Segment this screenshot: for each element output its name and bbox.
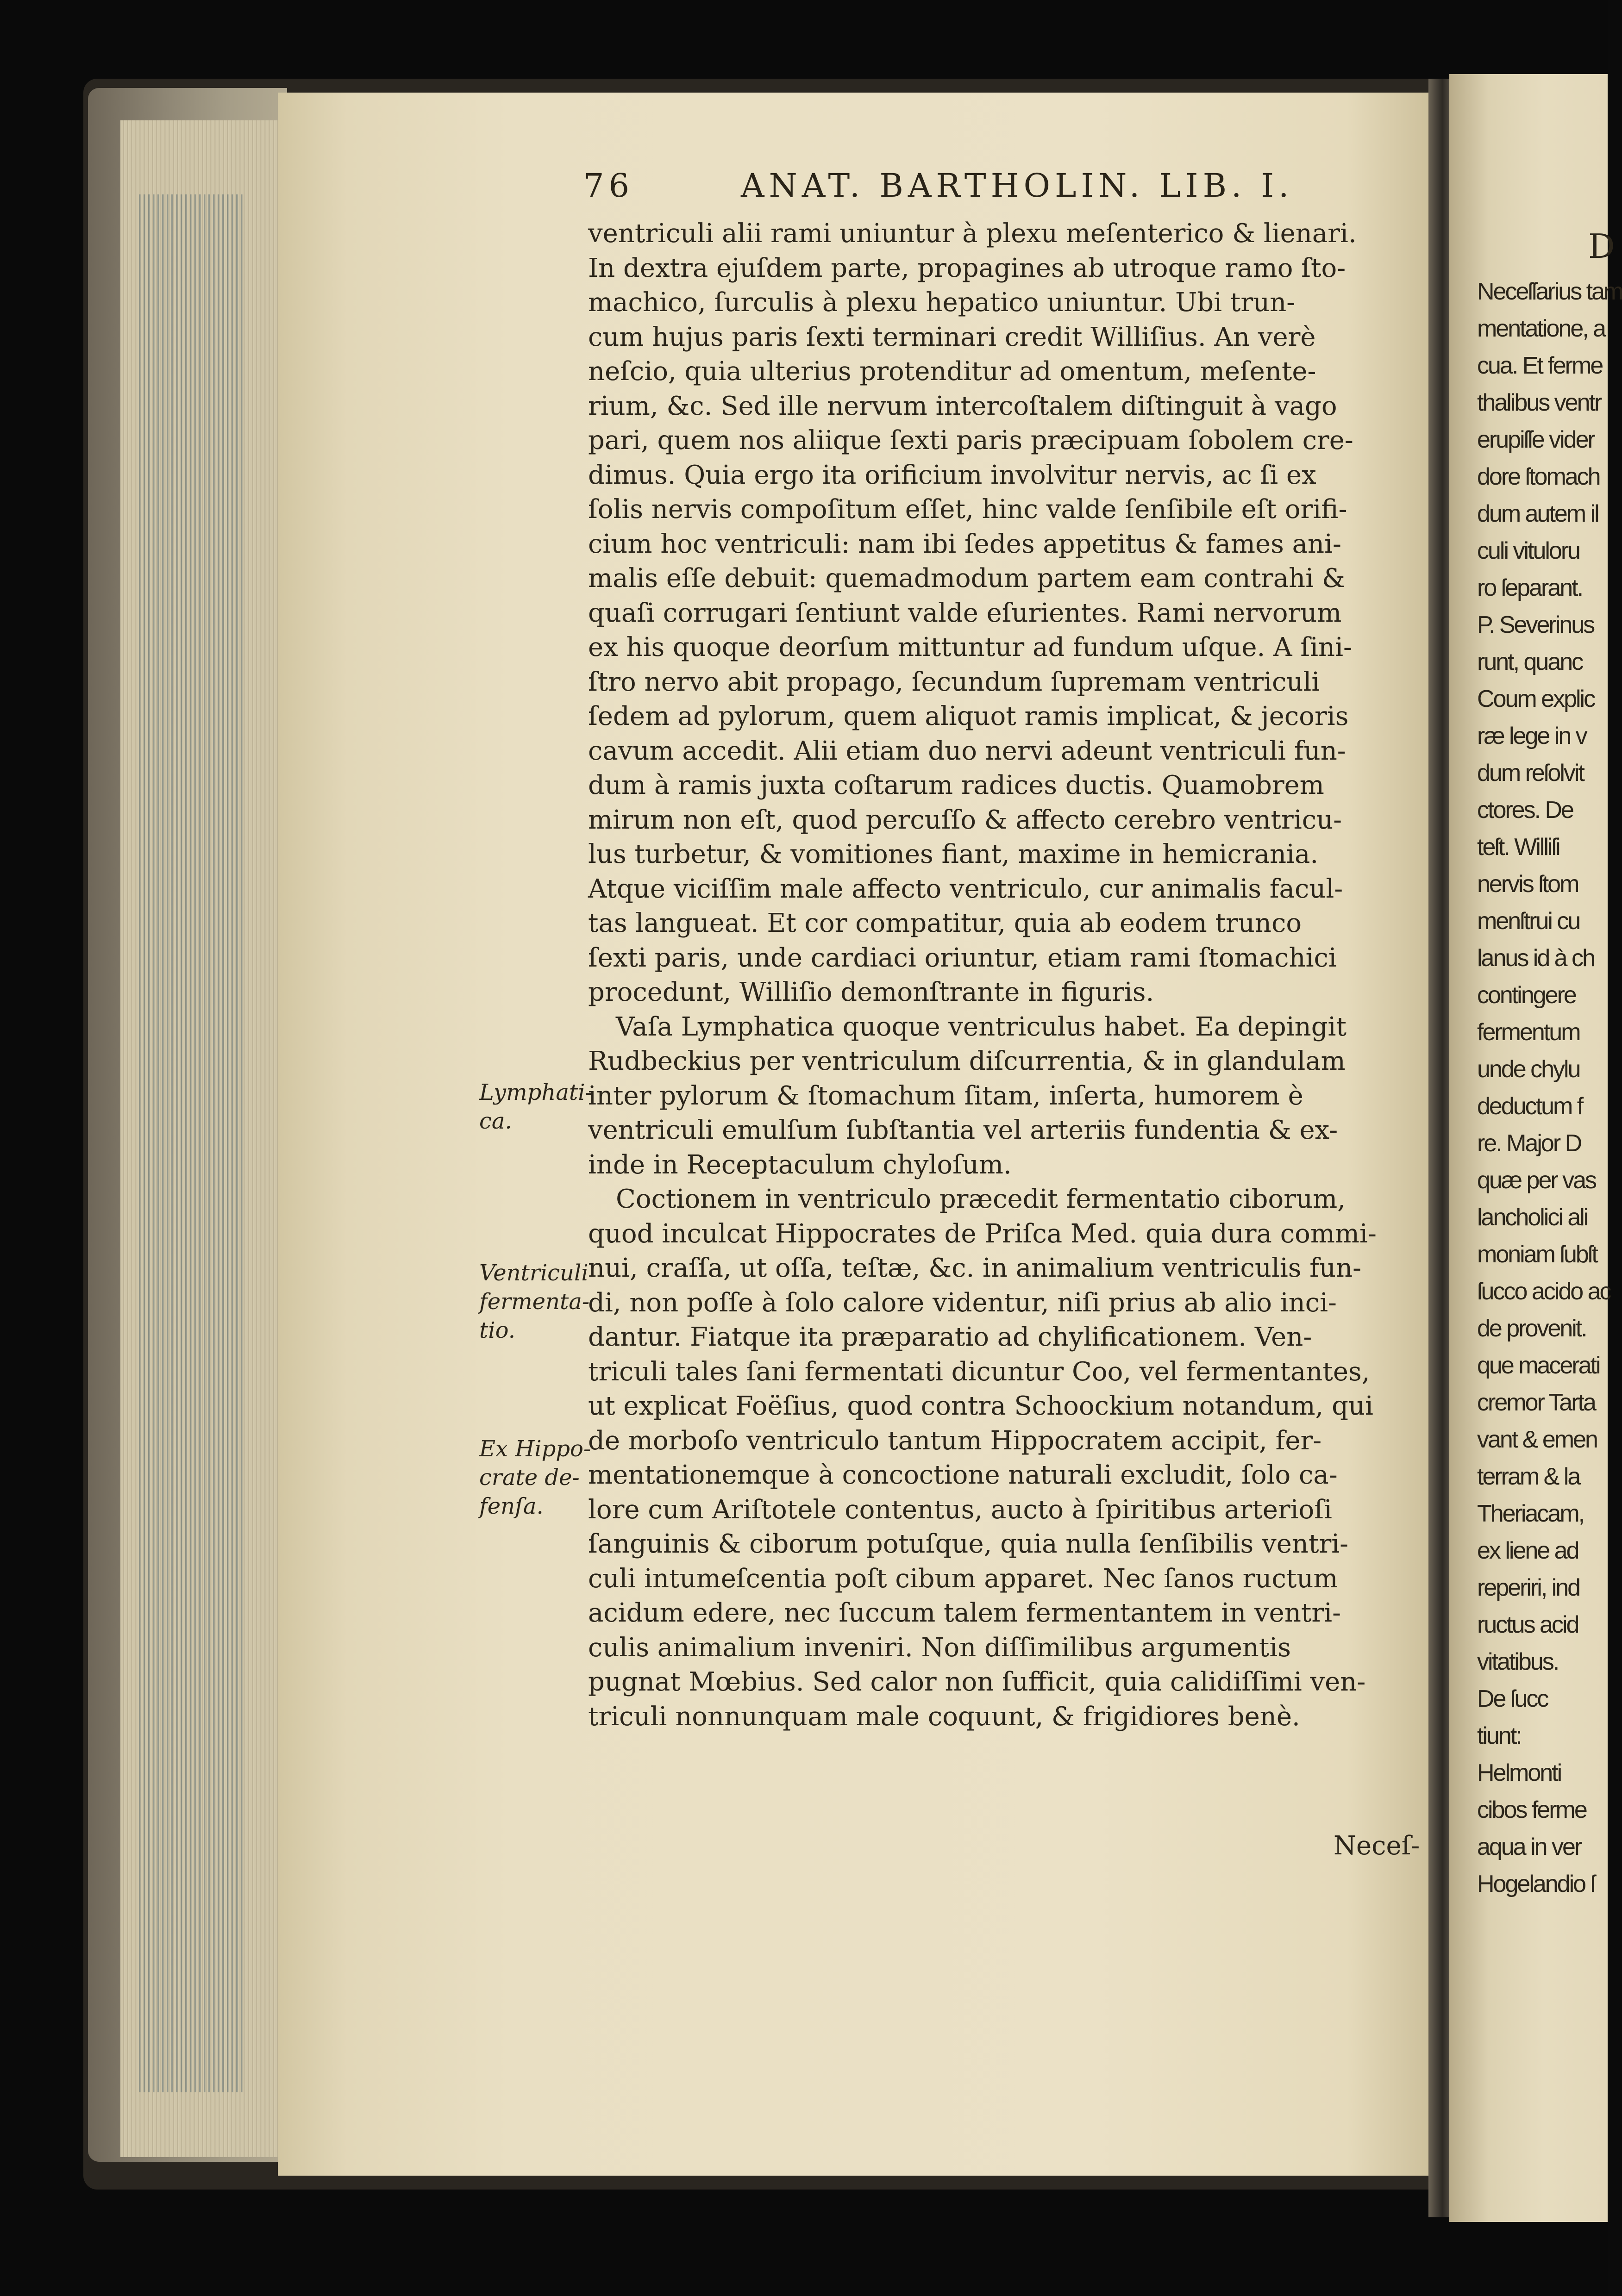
text-line: neſcio, quia ulterius protenditur ad omentum, meſente- <box>588 356 1316 387</box>
text-line: quod inculcat Hippocrates de Priſca Med. quia dura commi- <box>588 1218 1377 1249</box>
text-line: triculi nonnunquam male coquunt, & frigidiores benè. <box>588 1701 1300 1732</box>
right-text-line: tiunt: <box>1477 1722 1521 1749</box>
running-head <box>583 167 1371 218</box>
marginal-note-fermentatio: Ventriculi <box>479 1260 589 1286</box>
right-text-line: vitatibus. <box>1477 1648 1559 1675</box>
marginal-note-fermentatio: fermenta- <box>479 1289 590 1315</box>
marginal-note-lymphatica: ca. <box>479 1108 512 1134</box>
right-text-line: runt, quanc <box>1477 649 1583 675</box>
text-line: cum hujus paris ſexti terminari credit Williſius. An verè <box>588 322 1316 352</box>
right-text-line: menſtrui cu <box>1477 908 1580 935</box>
right-text-line: ræ lege in v <box>1477 723 1586 749</box>
marginal-note-hippocrate: Ex Hippo- <box>479 1436 591 1462</box>
text-line: dum à ramis juxta coſtarum radices ductis. Quamobrem <box>588 770 1324 800</box>
right-text-line: re. Major D <box>1477 1130 1581 1157</box>
right-text-line: P. Severinus <box>1477 611 1594 638</box>
text-line: Rudbeckius per ventriculum diſcurrentia, & in glandulam <box>588 1046 1346 1076</box>
right-text-line: ructus acid <box>1477 1611 1578 1638</box>
text-line: ſtro nervo abit propago, ſecundum ſupremam ventriculi <box>588 667 1320 697</box>
right-text-line: culi vituloru <box>1477 537 1580 564</box>
text-line: mirum non eſt, quod percuſſo & affecto cerebro ventricu- <box>588 805 1342 835</box>
right-text-line: cua. Et ferme <box>1477 352 1603 379</box>
text-line: dimus. Quia ergo ita orificium involvitur nervis, ac ſi ex <box>588 460 1316 490</box>
right-text-line: De ſucc <box>1477 1685 1548 1712</box>
text-line: tas langueat. Et cor compatitur, quia ab eodem trunco <box>588 908 1302 938</box>
right-text-line: cremor Tarta <box>1477 1389 1595 1416</box>
text-line: ventriculi alii rami uniuntur à plexu meſenterico & lienari. <box>588 218 1357 249</box>
right-text-line: dum reſolvit <box>1477 760 1584 786</box>
text-line: cium hoc ventriculi: nam ibi ſedes appetitus & fames ani- <box>588 529 1341 559</box>
text-line: lus turbetur, & vomitiones fiant, maxime in hemicrania. <box>588 839 1319 869</box>
text-line: ex his quoque deorſum mittuntur ad fundum uſque. A ſini- <box>588 632 1352 662</box>
marginal-note-hippocrate: fenſa. <box>479 1493 544 1519</box>
text-line: ſolis nervis compoſitum eſſet, hinc valde ſenſibile eſt orifi- <box>588 494 1347 524</box>
right-text-line: nervis ſtom <box>1477 871 1578 898</box>
text-line: malis eſſe debuit: quemadmodum partem eam contrahi & <box>588 563 1345 593</box>
right-text-line: Theriacam, <box>1477 1500 1584 1527</box>
text-line: machico, ſurculis à plexu hepatico uniuntur. Ubi trun- <box>588 287 1296 318</box>
right-text-line: lancholici ali <box>1477 1204 1588 1231</box>
text-line: triculi tales ſani fermentati dicuntur Coo, vel fermentantes, <box>588 1356 1370 1387</box>
text-line: di, non poſſe à ſolo calore videntur, niſi prius ab alio inci- <box>588 1287 1337 1318</box>
text-line: pari, quem nos aliique ſexti paris præcipuam ſobolem cre- <box>588 425 1353 455</box>
right-text-line: deductum f <box>1477 1093 1583 1120</box>
text-line: culis animalium inveniri. Non diſſimilibus argumentis <box>588 1632 1291 1663</box>
text-line: ſedem ad pylorum, quem aliquot ramis implicat, & jecoris <box>588 701 1349 731</box>
text-line: inde in Receptaculum chyloſum. <box>588 1149 1012 1180</box>
right-text-line: dum autem il <box>1477 500 1598 527</box>
marginal-note-fermentatio: tio. <box>479 1317 515 1343</box>
right-running-head: D <box>1588 227 1615 266</box>
right-text-line: mentatione, a <box>1477 315 1605 342</box>
right-text-line: thalibus ventr <box>1477 389 1601 416</box>
right-text-line: aqua in ver <box>1477 1834 1581 1860</box>
marginal-note-lymphatica: Lymphati- <box>479 1079 593 1105</box>
text-line: cavum accedit. Alii etiam duo nervi adeunt ventriculi fun- <box>588 736 1346 766</box>
text-line: In dextra ejuſdem parte, propagines ab utroque ramo ſto- <box>588 253 1346 283</box>
right-page <box>1449 74 1622 2222</box>
text-line: quaſi corrugari ſentiunt valde eſurientes. Rami nervorum <box>588 598 1342 628</box>
text-line: ut explicat Foëſius, quod contra Schoockium notandum, qui <box>588 1391 1373 1421</box>
text-line: ſanguinis & ciborum potuſque, quia nulla ſenſibilis ventri- <box>588 1529 1349 1559</box>
right-text-line: unde chylu <box>1477 1056 1580 1083</box>
right-text-line: Hogelandio ſ <box>1477 1871 1595 1897</box>
right-text-line: que macerati <box>1477 1352 1600 1379</box>
right-text-line: vant & emen <box>1477 1426 1597 1453</box>
text-line: procedunt, Williſio demonſtrante in figuris. <box>588 977 1154 1007</box>
right-text-line: ex liene ad <box>1477 1537 1578 1564</box>
right-text-line: ſucco acido ac <box>1477 1278 1610 1305</box>
running-head-title: ANAT. BARTHOLIN. LIB. I. <box>741 167 1294 205</box>
right-text-line: quæ per vas <box>1477 1167 1596 1194</box>
right-text-line: Helmonti <box>1477 1759 1561 1786</box>
text-line: mentationemque à concoctione naturali excludit, ſolo ca- <box>588 1460 1338 1490</box>
right-text-line: ctores. De <box>1477 797 1573 824</box>
right-text-line: lanus id à ch <box>1477 945 1594 972</box>
right-text-line: contingere <box>1477 982 1576 1009</box>
text-line: dantur. Fiatque ita præparatio ad chylificationem. Ven- <box>588 1322 1312 1352</box>
right-text-line: dore ſtomach <box>1477 463 1600 490</box>
text-line: ventriculi emulſum ſubſtantia vel arteriis fundentia & ex- <box>588 1115 1338 1145</box>
text-line: lore cum Ariſtotele contentus, aucto à ſpiritibus arterioſi <box>588 1494 1332 1525</box>
right-text-line: moniam ſubſt <box>1477 1241 1597 1268</box>
right-text-line: erupiſſe vider <box>1477 426 1594 453</box>
catchword: Neceſ- <box>1334 1831 1420 1861</box>
right-text-line: fermentum <box>1477 1019 1580 1046</box>
right-text-line: teſt. Williſi <box>1477 834 1559 861</box>
text-line: inter pylorum & ſtomachum ſitam, inſerta, humorem è <box>588 1080 1303 1111</box>
text-line: de morboſo ventriculo tantum Hippocratem accipit, fer- <box>588 1425 1322 1456</box>
right-text-line: Coum explic <box>1477 686 1595 712</box>
right-text-line: de provenit. <box>1477 1315 1586 1342</box>
marginal-note-hippocrate: crate de- <box>479 1465 580 1491</box>
text-line: Coctionem in ventriculo præcedit fermentatio ciborum, <box>616 1184 1346 1214</box>
text-line: Vaſa Lymphatica quoque ventriculus habet. Ea depingit <box>616 1011 1346 1042</box>
page-number: 76 <box>583 167 634 205</box>
right-text-line: Neceſſarius tam <box>1477 278 1622 305</box>
text-line: nui, craſſa, ut oſſa, teſtæ, &c. in animalium ventriculis fun- <box>588 1253 1362 1283</box>
text-line: ſexti paris, unde cardiaci oriuntur, etiam rami ſtomachici <box>588 942 1337 973</box>
right-text-line: terram & la <box>1477 1463 1580 1490</box>
right-text-line: ro ſeparant. <box>1477 574 1583 601</box>
text-line: culi intumeſcentia poſt cibum apparet. Nec ſanos ructum <box>588 1563 1338 1594</box>
right-text-line: cibos ferme <box>1477 1797 1586 1823</box>
text-line: acidum edere, nec ſuccum talem fermentantem in ventri- <box>588 1598 1341 1628</box>
text-line: pugnat Mœbius. Sed calor non ſufficit, quia calidiſſimi ven- <box>588 1667 1366 1697</box>
right-text-line: reperiri, ind <box>1477 1574 1580 1601</box>
text-line: Atque viciſſim male affecto ventriculo, cur animalis facul- <box>588 873 1343 904</box>
text-line: rium, &c. Sed ille nervum intercoſtalem diſtinguit à vago <box>588 391 1337 421</box>
page-block-stain <box>139 194 245 2092</box>
